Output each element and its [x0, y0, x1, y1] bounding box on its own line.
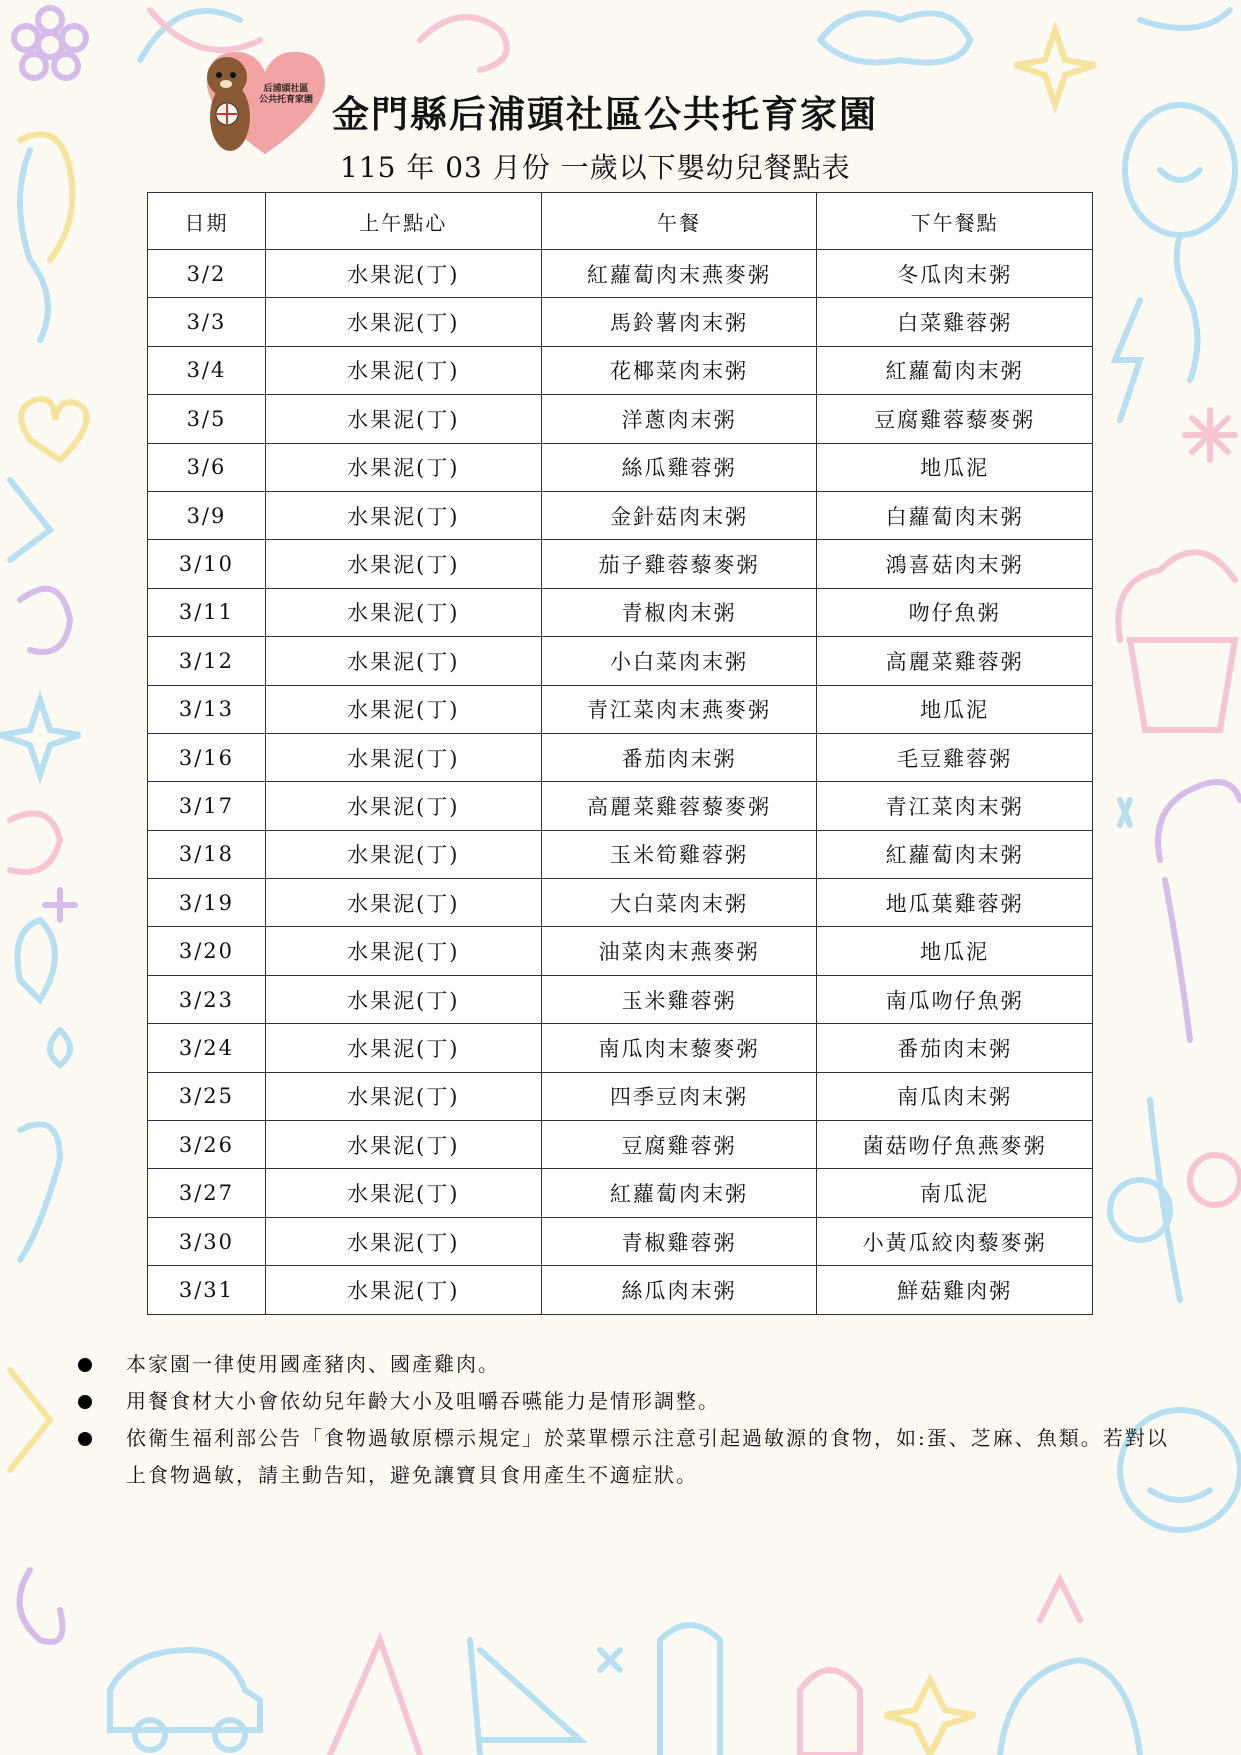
cell-afternoon-snack: 南瓜吻仔魚粥: [817, 975, 1093, 1023]
lightning-doodle-icon: [1115, 300, 1140, 420]
cell-morning-snack: 水果泥(丁): [265, 879, 541, 927]
table-row: [148, 1072, 1093, 1120]
column-header-lunch: 午餐: [541, 193, 817, 250]
cell-lunch: 花椰菜肉末粥: [541, 346, 817, 394]
cell-date: 3/9: [148, 491, 266, 539]
table-row: [148, 879, 1093, 927]
cell-afternoon-snack: 冬瓜肉末粥: [817, 250, 1093, 298]
cell-morning-snack: 水果泥(丁): [265, 733, 541, 781]
cell-date: 3/19: [148, 879, 266, 927]
cell-morning-snack: 水果泥(丁): [265, 588, 541, 636]
cell-date: 3/31: [148, 1266, 266, 1314]
heart-doodle-icon: [21, 399, 87, 460]
cell-afternoon-snack: 高麗菜雞蓉粥: [817, 637, 1093, 685]
cell-lunch: 油菜肉末燕麥粥: [541, 927, 817, 975]
logo-caption-line1: 后浦頭社區: [263, 84, 309, 94]
cell-morning-snack: 水果泥(丁): [265, 1217, 541, 1265]
cell-date: 3/17: [148, 782, 266, 830]
cell-lunch: 高麗菜雞蓉藜麥粥: [541, 782, 817, 830]
table-row: [148, 540, 1093, 588]
cell-lunch: 絲瓜肉末粥: [541, 1266, 817, 1314]
cell-lunch: 大白菜肉末粥: [541, 879, 817, 927]
page-subtitle: 115 年 03 月份 一歲以下嬰幼兒餐點表: [340, 151, 851, 184]
table-row: [148, 830, 1093, 878]
note-text: 本家園一律使用國產豬肉、國產雞肉。: [126, 1352, 500, 1376]
bullet-icon: [78, 1395, 92, 1409]
ice-cream-doodle-icon: [1158, 782, 1240, 1040]
cell-afternoon-snack: 白菜雞蓉粥: [817, 298, 1093, 346]
cell-lunch: 馬鈴薯肉末粥: [541, 298, 817, 346]
table-row: [148, 443, 1093, 491]
cell-date: 3/11: [148, 588, 266, 636]
table-row: [148, 250, 1093, 298]
car-doodle-icon: [110, 1650, 260, 1750]
cell-afternoon-snack: 紅蘿蔔肉末粥: [817, 346, 1093, 394]
cell-date: 3/12: [148, 637, 266, 685]
cell-date: 3/30: [148, 1217, 266, 1265]
column-header-date: 日期: [148, 193, 266, 250]
note-item: [70, 1383, 1190, 1420]
table-row: [148, 975, 1093, 1023]
table-row: [148, 491, 1093, 539]
page-title: 金門縣后浦頭社區公共托育家園: [332, 93, 878, 136]
cell-afternoon-snack: 白蘿蔔肉末粥: [817, 491, 1093, 539]
cell-afternoon-snack: 番茄肉末粥: [817, 1024, 1093, 1072]
cell-afternoon-snack: 小黃瓜絞肉藜麥粥: [817, 1217, 1093, 1265]
cell-lunch: 青椒肉末粥: [541, 588, 817, 636]
note-item: [70, 1346, 1190, 1383]
logo-caption-line2: 公共托育家園: [258, 95, 313, 105]
cell-lunch: 南瓜肉末藜麥粥: [541, 1024, 817, 1072]
cell-morning-snack: 水果泥(丁): [265, 443, 541, 491]
cell-afternoon-snack: 毛豆雞蓉粥: [817, 733, 1093, 781]
cell-lunch: 洋蔥肉末粥: [541, 395, 817, 443]
cell-lunch: 紅蘿蔔肉末粥: [541, 1169, 817, 1217]
cell-morning-snack: 水果泥(丁): [265, 927, 541, 975]
cell-date: 3/16: [148, 733, 266, 781]
note-text: 用餐食材大小會依幼兒年齡大小及咀嚼吞嚥能力是情形調整。: [126, 1389, 720, 1413]
cell-afternoon-snack: 地瓜泥: [817, 685, 1093, 733]
bullet-icon: [78, 1432, 92, 1446]
table-row: [148, 346, 1093, 394]
cell-lunch: 絲瓜雞蓉粥: [541, 443, 817, 491]
table-row: [148, 1169, 1093, 1217]
column-header-afternoon-snack: 下午餐點: [817, 193, 1093, 250]
cell-lunch: 金針菇肉末粥: [541, 491, 817, 539]
cell-afternoon-snack: 青江菜肉末粥: [817, 782, 1093, 830]
cell-afternoon-snack: 南瓜肉末粥: [817, 1072, 1093, 1120]
table-header-row: [148, 193, 1093, 250]
cell-morning-snack: 水果泥(丁): [265, 346, 541, 394]
cell-morning-snack: 水果泥(丁): [265, 830, 541, 878]
cell-lunch: 茄子雞蓉藜麥粥: [541, 540, 817, 588]
cell-date: 3/25: [148, 1072, 266, 1120]
cell-afternoon-snack: 南瓜泥: [817, 1169, 1093, 1217]
cell-morning-snack: 水果泥(丁): [265, 1121, 541, 1169]
table-row: [148, 637, 1093, 685]
table-row: [148, 685, 1093, 733]
cell-lunch: 小白菜肉末粥: [541, 637, 817, 685]
table-body: [148, 250, 1093, 1315]
cell-date: 3/4: [148, 346, 266, 394]
cactus-doodle-icon: [660, 1625, 720, 1755]
table-row: [148, 1121, 1093, 1169]
note-text: 依衛生福利部公告「食物過敏原標示規定」於菜單標示注意引起過敏源的食物，如:蛋、芝麻、魚類。若對以上食物過敏，請主動告知，避免讓寶貝食用產生不適症狀。: [126, 1426, 1169, 1487]
table-row: [148, 1024, 1093, 1072]
cell-morning-snack: 水果泥(丁): [265, 782, 541, 830]
cell-date: 3/5: [148, 395, 266, 443]
table-row: [148, 298, 1093, 346]
cell-date: 3/18: [148, 830, 266, 878]
table-row: [148, 395, 1093, 443]
cell-afternoon-snack: 地瓜葉雞蓉粥: [817, 879, 1093, 927]
cupcake-doodle-icon: [1118, 552, 1235, 730]
cell-afternoon-snack: 菌菇吻仔魚燕麥粥: [817, 1121, 1093, 1169]
cell-morning-snack: 水果泥(丁): [265, 491, 541, 539]
cell-morning-snack: 水果泥(丁): [265, 540, 541, 588]
page-header: [0, 0, 1241, 190]
table-row: [148, 1217, 1093, 1265]
cell-afternoon-snack: 鮮菇雞肉粥: [817, 1266, 1093, 1314]
cell-morning-snack: 水果泥(丁): [265, 1072, 541, 1120]
note-item: [70, 1420, 1190, 1494]
cell-date: 3/13: [148, 685, 266, 733]
cell-afternoon-snack: 地瓜泥: [817, 443, 1093, 491]
cell-afternoon-snack: 鴻喜菇肉末粥: [817, 540, 1093, 588]
cell-morning-snack: 水果泥(丁): [265, 685, 541, 733]
logo-caption: [250, 84, 322, 106]
cell-lunch: 豆腐雞蓉粥: [541, 1121, 817, 1169]
cell-date: 3/26: [148, 1121, 266, 1169]
cell-morning-snack: 水果泥(丁): [265, 250, 541, 298]
cell-date: 3/27: [148, 1169, 266, 1217]
cell-afternoon-snack: 吻仔魚粥: [817, 588, 1093, 636]
cell-lunch: 玉米筍雞蓉粥: [541, 830, 817, 878]
bullet-icon: [78, 1358, 92, 1372]
cell-morning-snack: 水果泥(丁): [265, 637, 541, 685]
cell-date: 3/6: [148, 443, 266, 491]
notes-list: [70, 1346, 1190, 1494]
table-row: [148, 927, 1093, 975]
cell-lunch: 玉米雞蓉粥: [541, 975, 817, 1023]
cell-afternoon-snack: 地瓜泥: [817, 927, 1093, 975]
cell-lunch: 番茄肉末粥: [541, 733, 817, 781]
cell-morning-snack: 水果泥(丁): [265, 298, 541, 346]
cell-lunch: 青江菜肉末燕麥粥: [541, 685, 817, 733]
column-header-morning-snack: 上午點心: [265, 193, 541, 250]
cell-morning-snack: 水果泥(丁): [265, 1024, 541, 1072]
cell-morning-snack: 水果泥(丁): [265, 1266, 541, 1314]
cell-date: 3/3: [148, 298, 266, 346]
cell-date: 3/23: [148, 975, 266, 1023]
cell-morning-snack: 水果泥(丁): [265, 395, 541, 443]
cell-lunch: 青椒雞蓉粥: [541, 1217, 817, 1265]
cell-lunch: 紅蘿蔔肉末燕麥粥: [541, 250, 817, 298]
cell-morning-snack: 水果泥(丁): [265, 1169, 541, 1217]
cell-afternoon-snack: 紅蘿蔔肉末粥: [817, 830, 1093, 878]
table-row: [148, 733, 1093, 781]
table-row: [148, 1266, 1093, 1314]
cell-date: 3/10: [148, 540, 266, 588]
cell-morning-snack: 水果泥(丁): [265, 975, 541, 1023]
cell-date: 3/20: [148, 927, 266, 975]
meal-menu-table: [147, 192, 1093, 1315]
cell-date: 3/2: [148, 250, 266, 298]
cell-date: 3/24: [148, 1024, 266, 1072]
table-row: [148, 588, 1093, 636]
cell-lunch: 四季豆肉末粥: [541, 1072, 817, 1120]
cell-afternoon-snack: 豆腐雞蓉藜麥粥: [817, 395, 1093, 443]
table-row: [148, 782, 1093, 830]
